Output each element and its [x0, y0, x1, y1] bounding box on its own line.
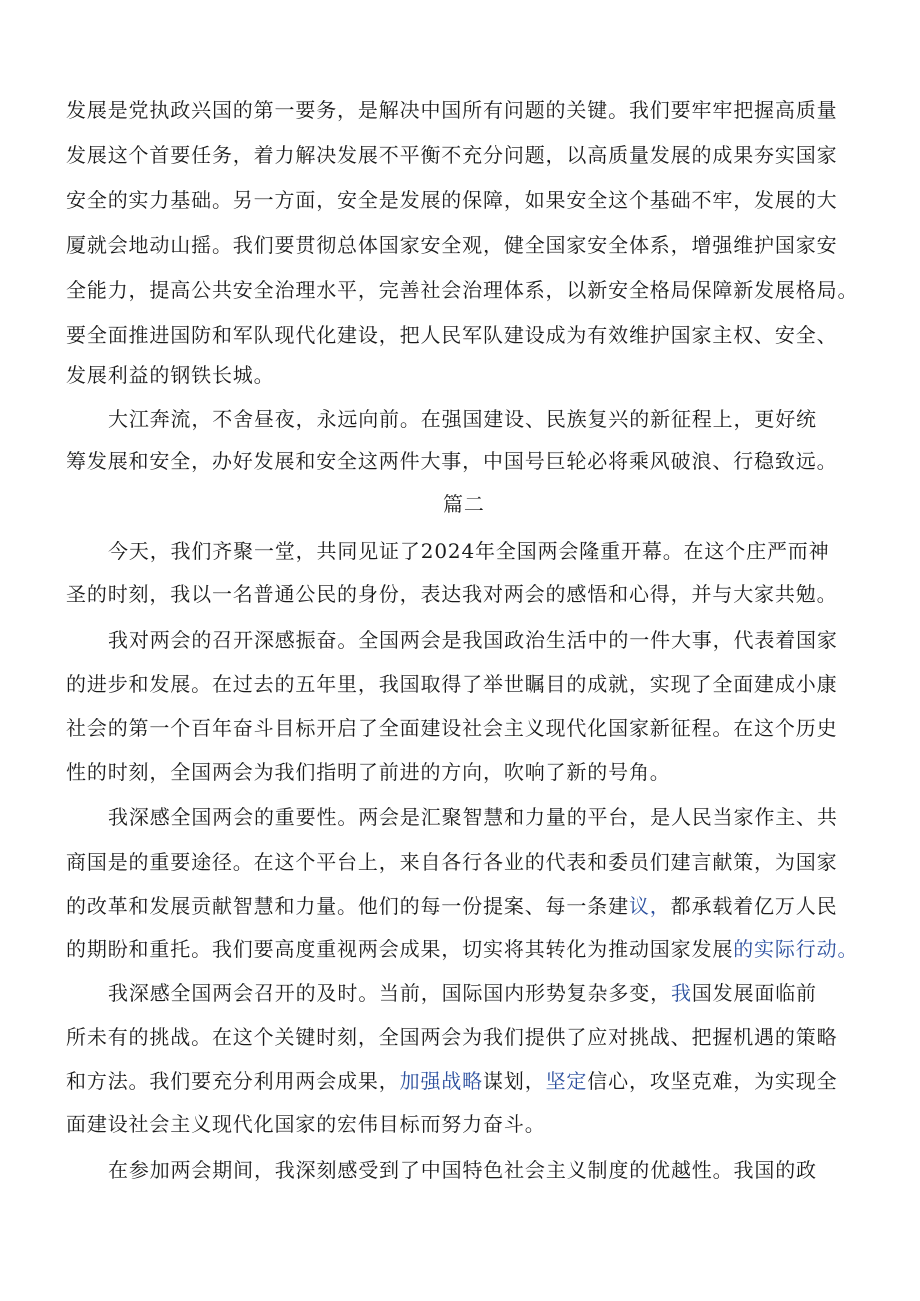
text-line [66, 180, 837, 220]
text-line [66, 355, 275, 395]
text-line [66, 752, 671, 792]
highlight-text: 加强战略 [399, 1069, 484, 1093]
text-segment: 的期盼和重托。我们要高度重视两会成果，切实将其转化为推动国家发展 [66, 937, 734, 961]
text-line [108, 620, 838, 660]
text-segment: 大江奔流，不舍昼夜，永远向前。在强国建设、民族复兴的新征程上，更好统 [108, 407, 817, 431]
text-line [66, 441, 837, 481]
section-heading [443, 484, 485, 524]
text-line [66, 929, 858, 969]
text-segment: 在参加两会期间，我深刻感受到了中国特色社会主义制度的优越性。我国的政 [108, 1158, 817, 1182]
text-line [66, 225, 837, 265]
text-line [66, 1104, 546, 1144]
text-line [66, 708, 837, 748]
text-line [66, 1017, 837, 1057]
text-segment: 安全的实力基础。另一方面，安全是发展的保障，如果安全这个基础不牢，发展的大 [66, 188, 838, 212]
text-line [66, 135, 837, 175]
text-segment: 圣的时刻，我以一名普通公民的身份，表达我对两会的感悟和心得，并与大家共勉。 [66, 582, 838, 606]
text-segment: 篇二 [443, 492, 485, 516]
text-line [66, 842, 837, 882]
text-segment: 信心，攻坚克难，为实现全 [587, 1069, 838, 1093]
text-segment: 社会的第一个百年奋斗目标开启了全面建设社会主义现代化国家新征程。在这个历史 [66, 716, 838, 740]
text-segment: 厦就会地动山摇。我们要贯彻总体国家安全观，健全国家安全体系，增强维护国家安 [66, 233, 838, 257]
highlight-text: 议， [628, 894, 671, 918]
text-segment: 都承载着亿万人民 [670, 894, 838, 918]
text-line [66, 315, 837, 355]
text-segment: 国发展面临前 [691, 981, 817, 1005]
text-segment: 所未有的挑战。在这个关键时刻，全国两会为我们提供了应对挑战、把握机遇的策略 [66, 1025, 838, 1049]
highlight-text: 我 [670, 981, 692, 1005]
text-segment: 我深感全国两会召开的及时。当前，国际国内形势复杂多变， [108, 981, 671, 1005]
text-segment: 发展这个首要任务，着力解决发展不平衡不充分问题，以高质量发展的成果夯实国家 [66, 143, 838, 167]
highlight-text: 的实际行动。 [733, 937, 859, 961]
text-segment: 面建设社会主义现代化国家的宏伟目标而努力奋斗。 [66, 1112, 546, 1136]
text-line [108, 973, 817, 1013]
text-segment: 全能力，提高公共安全治理水平，完善社会治理体系，以新安全格局保障新发展格局。 [66, 278, 859, 302]
text-line [108, 797, 838, 837]
text-line [108, 399, 817, 439]
text-segment: 谋划， [483, 1069, 546, 1093]
text-line [66, 270, 858, 310]
text-segment: 的进步和发展。在过去的五年里，我国取得了举世瞩目的成就，实现了全面建成小康 [66, 672, 838, 696]
text-line [108, 1150, 817, 1190]
text-segment: 我深感全国两会的重要性。两会是汇聚智慧和力量的平台，是人民当家作主、共 [108, 805, 838, 829]
text-line [66, 1061, 837, 1101]
text-line [108, 531, 830, 571]
text-line [66, 664, 837, 704]
text-segment: 筹发展和安全，办好发展和安全这两件大事，中国号巨轮必将乘风破浪、行稳致远。 [66, 449, 838, 473]
highlight-text: 坚定 [545, 1069, 588, 1093]
text-segment: 的改革和发展贡献智慧和力量。他们的每一份提案、每一条建 [66, 894, 629, 918]
text-segment: 发展利益的钢铁长城。 [66, 363, 275, 387]
text-segment: 和方法。我们要充分利用两会成果， [66, 1069, 400, 1093]
text-segment: 商国是的重要途径。在这个平台上，来自各行各业的代表和委员们建言献策，为国家 [66, 850, 838, 874]
text-segment: 发展是党执政兴国的第一要务，是解决中国所有问题的关键。我们要牢牢把握高质量 [66, 98, 838, 122]
text-segment: 我对两会的召开深感振奋。全国两会是我国政治生活中的一件大事，代表着国家 [108, 628, 838, 652]
text-segment: 要全面推进国防和军队现代化建设，把人民军队建设成为有效维护国家主权、安全、 [66, 323, 838, 347]
text-line [66, 886, 837, 926]
text-line [66, 574, 837, 614]
text-line [66, 90, 837, 130]
text-segment: 性的时刻，全国两会为我们指明了前进的方向，吹响了新的号角。 [66, 760, 671, 784]
text-segment: 今天，我们齐聚一堂，共同见证了2024年全国两会隆重开幕。在这个庄严而神 [108, 539, 830, 563]
